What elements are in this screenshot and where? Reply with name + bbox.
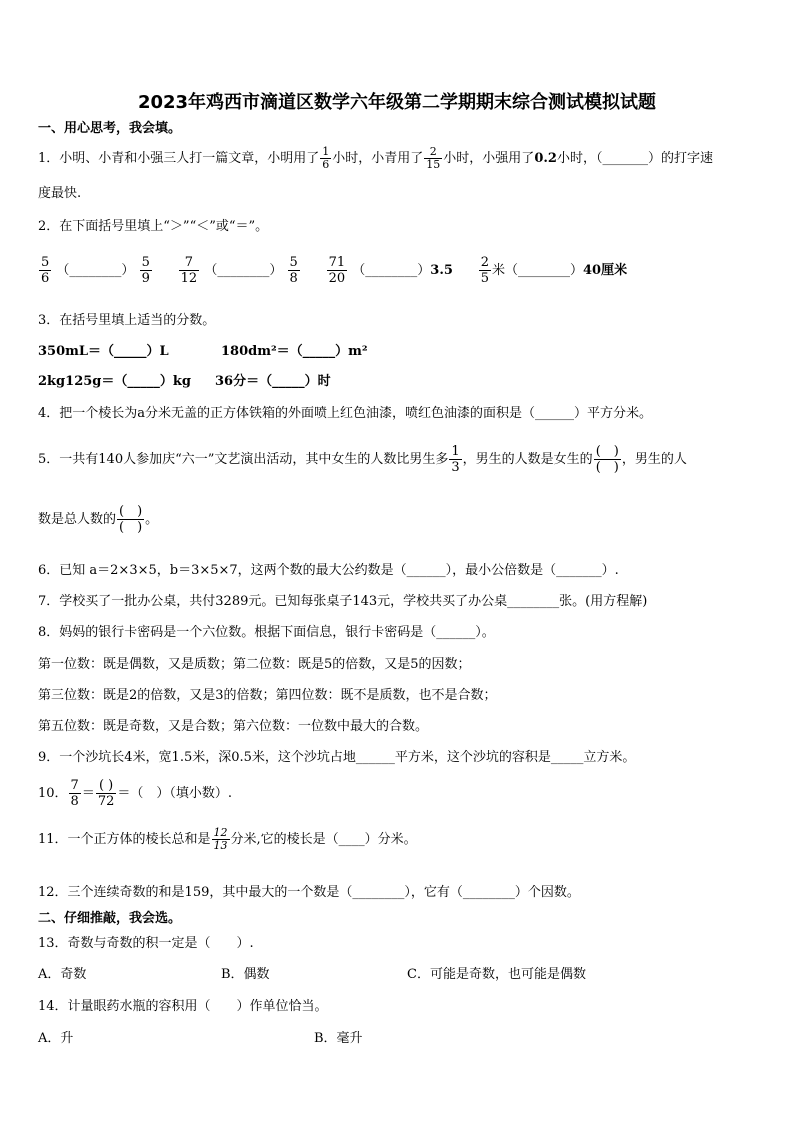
question-14: 14．计量眼药水瓶的容积用（ ）作单位恰当。 — [38, 999, 328, 1014]
question-5 — [38, 444, 687, 475]
q1-text-b: 小时，小青用了 — [332, 151, 424, 166]
question-2-comparisons — [38, 255, 627, 286]
fraction-71-20: $\frac{71}{20}$ — [328, 255, 346, 286]
q13-option-c[interactable]: C．可能是奇数，也可能是偶数 — [407, 967, 586, 982]
q13-option-a[interactable]: A．奇数 — [38, 967, 87, 982]
q10-tail: ＝（ ）（填小数）. — [117, 786, 233, 801]
q5-text-a: 5．一共有140人参加庆“六一”文艺演出活动，其中女生的人数比男生多 — [38, 452, 449, 467]
q8-clue-3: 第五位数：既是奇数，又是合数；第六位数：一位数中最大的合数。 — [38, 719, 429, 734]
question-7: 7．学校买了一批办公桌，共付3289元。已知每张桌子143元，学校共买了办公桌________张。(用方程解) — [38, 594, 648, 609]
question-13: 13．奇数与奇数的积一定是（ ）. — [38, 936, 254, 951]
fraction-blank[interactable]: $\frac{( )}{( )}$ — [595, 444, 619, 475]
question-11 — [38, 827, 417, 852]
question-1-line2: 度最快. — [38, 186, 82, 201]
question-1 — [38, 146, 713, 171]
q3-item-a: 350mL＝（_____）L — [38, 344, 169, 359]
q3-item-b: 180dm²＝（_____）m² — [221, 344, 368, 359]
value-40cm: 40厘米 — [583, 263, 628, 278]
section-2-heading: 二、仔细推敲，我会选。 — [38, 911, 182, 926]
q3-item-d: 36分＝（_____）时 — [215, 374, 331, 389]
question-10 — [38, 778, 232, 809]
fraction-5-9: $\frac{5}{9}$ — [141, 255, 150, 286]
q1-value: 0.2 — [534, 151, 557, 166]
q1-text-c: 小时，小强用了 — [443, 151, 535, 166]
fraction-2-15: $\frac{2}{15}$ — [426, 145, 441, 171]
q1-text-a: 1．小明、小青和小强三人打一篇文章，小明用了 — [38, 151, 320, 166]
q5-text-c: ，男生的人 — [621, 452, 687, 467]
page-title: 2023年鸡西市滴道区数学六年级第二学期期末综合测试模拟试题 — [137, 92, 657, 113]
q11-tail: 分米,它的棱长是（____）分米。 — [230, 832, 417, 847]
blank[interactable]: （________） — [204, 263, 283, 278]
q8-clue-1: 第一位数：既是偶数，又是质数；第二位数：既是5的倍数，又是5的因数； — [38, 657, 471, 672]
q8-clue-2: 第三位数：既是2的倍数，又是3的倍数；第四位数：既不是质数，也不是合数； — [38, 688, 497, 703]
fraction-7-8: $\frac{7}{8}$ — [70, 778, 79, 809]
fraction-5-6: $\frac{5}{6}$ — [41, 255, 50, 286]
section-1-heading: 一、用心思考，我会填。 — [38, 121, 182, 136]
unit-meter: 米 — [491, 263, 505, 278]
q5-line2-text: 数是总人数的 — [38, 512, 117, 527]
question-4: 4．把一个棱长为a分米无盖的正方体铁箱的外面喷上红色油漆，喷红色油漆的面积是（______）平方分米。 — [38, 406, 653, 421]
question-9: 9．一个沙坑长4米，宽1.5米，深0.5米，这个沙坑占地______平方米，这个沙坑的容积是_____立方米。 — [38, 750, 636, 765]
fraction-5-8: $\frac{5}{8}$ — [289, 255, 298, 286]
fraction-2-5: $\frac{2}{5}$ — [480, 255, 489, 286]
blank[interactable]: （________） — [56, 263, 135, 278]
q14-option-a[interactable]: A．升 — [38, 1031, 74, 1046]
question-6: 6．已知 a＝2×3×5，b＝3×5×7，这两个数的最大公约数是（______），最小公倍数是（_______）. — [38, 563, 619, 578]
fraction-blank[interactable]: $\frac{( )}{( )}$ — [119, 504, 143, 535]
q5-end: 。 — [145, 512, 159, 527]
question-5-line2 — [38, 504, 158, 535]
q5-text-b: ，男生的人数是女生的 — [462, 452, 593, 467]
q10-number: 10． — [38, 786, 68, 801]
q14-option-b[interactable]: B．毫升 — [314, 1031, 363, 1046]
q13-option-b[interactable]: B．偶数 — [221, 967, 270, 982]
equals-sign: ＝ — [81, 786, 95, 801]
value-3-5: 3.5 — [430, 263, 453, 278]
question-2: 2．在下面括号里填上“＞”“＜”或“＝”。 — [38, 219, 269, 234]
question-8: 8．妈妈的银行卡密码是一个六位数。根据下面信息，银行卡密码是（______）。 — [38, 625, 495, 640]
fraction-blank-72[interactable]: $\frac{( )}{72}$ — [97, 778, 115, 809]
fraction-12-13: $\frac{12}{13}$ — [213, 826, 228, 852]
q3-item-c: 2kg125g＝（_____）kg — [38, 374, 191, 389]
fraction-1-6: $\frac{1}{6}$ — [322, 145, 330, 171]
q1-text-d: 小时，（_______）的打字速 — [556, 151, 713, 166]
question-3: 3．在括号里填上适当的分数。 — [38, 313, 216, 328]
question-12: 12．三个连续奇数的和是159，其中最大的一个数是（________），它有（________）个因数。 — [38, 885, 580, 900]
fraction-7-12: $\frac{7}{12}$ — [180, 255, 198, 286]
fraction-1-3: $\frac{1}{3}$ — [451, 444, 460, 475]
blank[interactable]: （________） — [352, 263, 431, 278]
blank[interactable]: （________） — [505, 263, 584, 278]
q11-text: 11．一个正方体的棱长总和是 — [38, 832, 211, 847]
